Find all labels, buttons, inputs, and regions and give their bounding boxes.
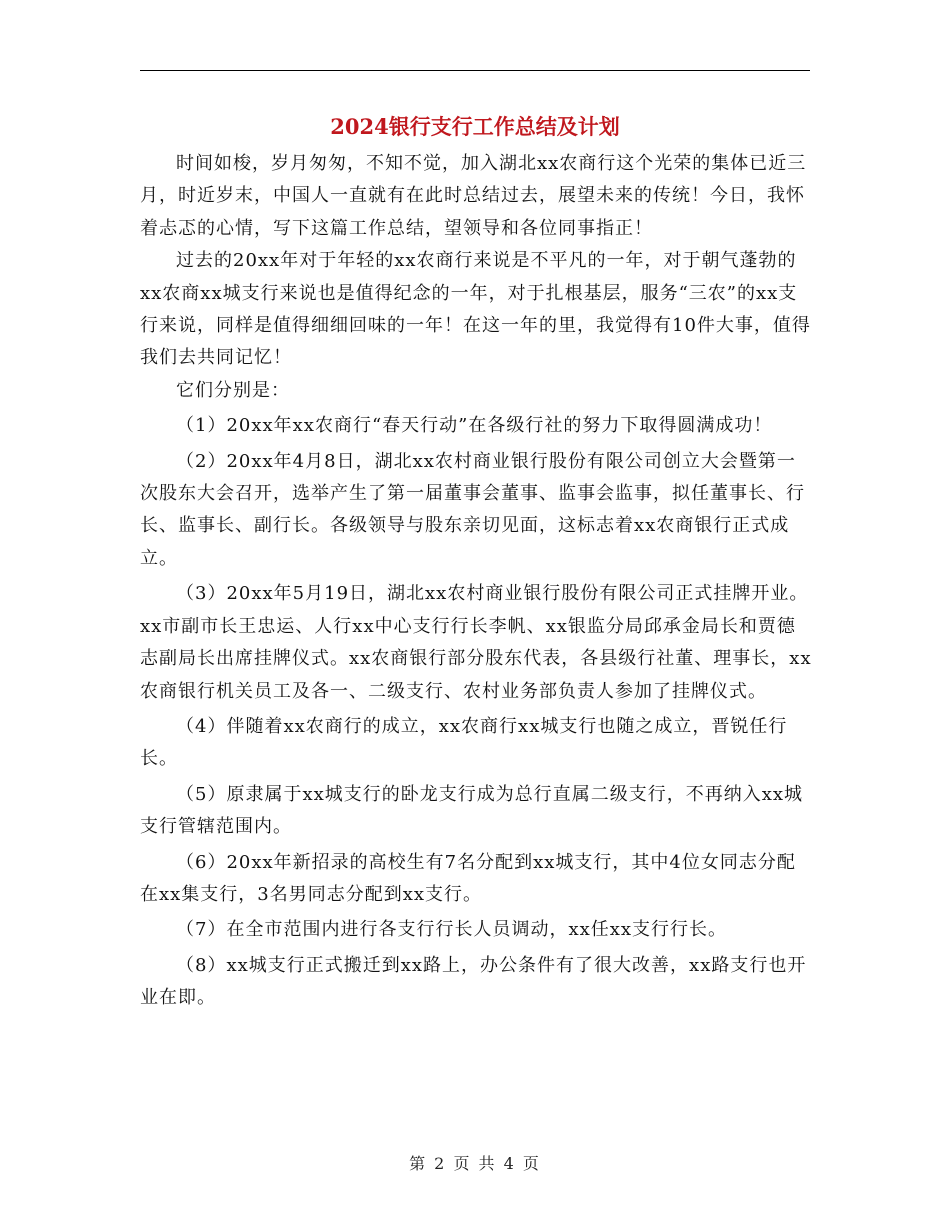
document-title: 2024银行支行工作总结及计划: [330, 114, 620, 139]
paragraph-list-intro: 它们分别是：: [176, 379, 290, 401]
list-item: （2）20xx年4月8日，湖北xx农村商业银行股份有限公司创立大会暨第一次股东大会召开，选举产生了第一届董事会董事、监事会监事，拟任董事长、行长、监事长、副行长。各级领导与股东亲切见面，这标志着xx农商银行正式成立。: [140, 450, 805, 569]
list-item: （8）xx城支行正式搬迁到xx路上，办公条件有了很大改善，xx路支行也开业在即。: [140, 954, 807, 1009]
list-item: （6）20xx年新招录的高校生有7名分配到xx城支行，其中4位女同志分配在xx集支行，3名男同志分配到xx支行。: [140, 851, 796, 905]
paragraph-intro: 时间如梭，岁月匆匆，不知不觉，加入湖北xx农商行这个光荣的集体已近三月，时近岁末，中国人一直就有在此时总结过去，展望未来的传统！今日，我怀着忐忑的心情，写下这篇工作总结，望领导和各位同事指正！: [140, 153, 807, 239]
document-body: [140, 148, 812, 1015]
paragraph-year-review: 过去的20xx年对于年轻的xx农商行来说是不平凡的一年，对于朝气蓬勃的xx农商xx城支行来说也是值得纪念的一年，对于扎根基层，服务“三农”的xx支行来说，同样是值得细细回味的一年！在这一年的里，我觉得有10件大事，值得我们去共同记忆！: [140, 250, 811, 369]
list-item: （3）20xx年5月19日，湖北xx农村商业银行股份有限公司正式挂牌开业。xx市副市长王忠运、人行xx中心支行行长李帆、xx银监分局邱承金局长和贾德志副局长出席挂牌仪式。xx农商银行部分股东代表，各县级行社董、理事长，xx农商银行机关员工及各一、二级支行、农村业务部负责人参加了挂牌仪式。: [140, 583, 812, 702]
page-number-footer: 第 2 页 共 4 页: [409, 1154, 541, 1173]
list-item: （5）原隶属于xx城支行的卧龙支行成为总行直属二级支行，不再纳入xx城支行管辖范围内。: [140, 783, 804, 838]
list-item: （7）在全市范围内进行各支行行长人员调动，xx任xx支行行长。: [176, 919, 728, 941]
list-item: （4）伴随着xx农商行的成立，xx农商行xx城支行也随之成立，晋锐任行长。: [140, 715, 788, 770]
header-rule: [140, 70, 810, 71]
list-item: （1）20xx年xx农商行“春天行动”在各级行社的努力下取得圆满成功！: [176, 415, 773, 437]
